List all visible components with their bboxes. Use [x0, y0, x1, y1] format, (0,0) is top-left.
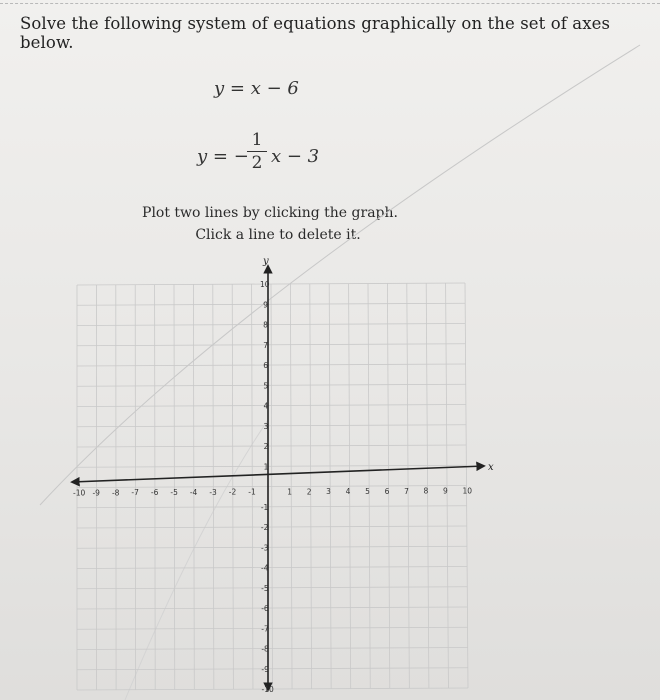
y-tick-label: 3	[263, 421, 269, 431]
y-tick-label: -5	[261, 583, 269, 593]
x-tick-label: 2	[306, 487, 312, 497]
x-tick-label: -10	[73, 488, 86, 498]
x-tick-label: 9	[443, 486, 448, 496]
y-tick-label: -6	[261, 604, 269, 613]
grid-lines	[77, 283, 468, 690]
y-tick-label: 2	[263, 442, 269, 451]
equation-2-lhs: y = −	[197, 146, 249, 167]
x-tick-label: 8	[423, 486, 429, 496]
y-tick-label: -1	[260, 502, 269, 512]
equation-1-lhs: y	[214, 78, 225, 99]
y-tick-label: 7	[263, 340, 269, 350]
x-tick-label: -2	[228, 487, 237, 497]
pencil-mark-curve	[125, 420, 268, 700]
fraction-denominator: 2	[251, 153, 263, 173]
x-tick-label: -5	[170, 488, 178, 497]
y-tick-label: -3	[260, 543, 269, 553]
equation-2-rhs: x − 3	[271, 146, 320, 167]
x-axis-label: x	[488, 462, 494, 473]
equation-1-equals: =	[224, 78, 251, 99]
y-axis-label: y	[263, 256, 269, 267]
instruction-delete: Click a line to delete it.	[195, 227, 361, 243]
x-tick-label: -7	[131, 488, 139, 498]
x-tick-label: 4	[345, 487, 351, 497]
y-tick-label: -9	[261, 664, 269, 674]
fraction-numerator: 1	[251, 130, 263, 150]
axes	[72, 266, 484, 690]
x-tick-label: -9	[92, 488, 100, 498]
y-tick-label: -10	[261, 685, 274, 694]
x-tick-label: 10	[462, 486, 473, 496]
y-tick-label: 9	[263, 300, 268, 310]
y-tick-label: 8	[263, 320, 268, 330]
y-tick-label: -2	[260, 523, 269, 532]
x-tick-label: -3	[209, 487, 217, 497]
y-tick-label: 4	[263, 401, 269, 411]
y-tick-label: -8	[261, 644, 269, 654]
x-tick-label: 5	[365, 487, 370, 496]
y-tick-label: -4	[261, 563, 269, 573]
x-tick-label: 3	[326, 487, 331, 497]
pencil-mark-line	[40, 45, 640, 505]
x-tick-label: 6	[384, 486, 390, 496]
x-tick-label: 7	[404, 486, 409, 496]
instruction-plot: Plot two lines by clicking the graph.	[142, 205, 398, 221]
y-tick-label: 1	[263, 462, 269, 472]
y-tick-label: 10	[260, 280, 270, 289]
x-tick-label: -4	[189, 487, 198, 497]
x-axis-line	[72, 466, 484, 482]
x-tick-label: -1	[248, 487, 256, 497]
y-tick-label: -7	[261, 624, 269, 634]
y-tick-label: 5	[263, 381, 269, 391]
x-tick-label: 1	[287, 487, 293, 497]
equation-1-rhs: x − 6	[250, 78, 299, 99]
x-tick-label: -8	[111, 488, 120, 498]
question-prompt: Solve the following system of equations graphically on the set of axes below.	[20, 14, 611, 52]
y-tick-label: 6	[263, 361, 269, 370]
x-tick-label: -6	[150, 488, 159, 498]
